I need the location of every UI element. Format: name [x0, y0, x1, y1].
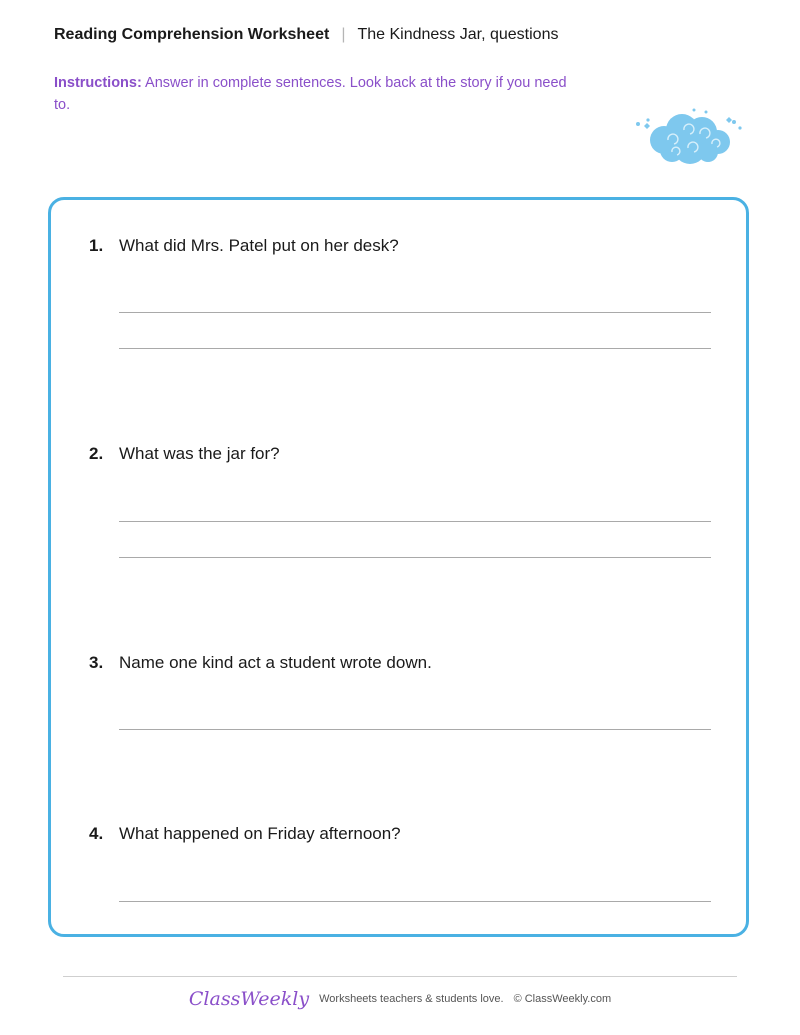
answer-line[interactable]: [119, 729, 711, 730]
question-number: 3.: [89, 653, 104, 672]
question-4: [89, 824, 401, 844]
cloud-icon: [634, 106, 744, 168]
instructions-label: Instructions:: [54, 75, 142, 91]
brand-logo: ClassWeekly: [188, 988, 310, 1010]
question-text: Name one kind act a student wrote down.: [119, 653, 432, 672]
question-number: 2.: [89, 444, 104, 463]
worksheet-title: Reading Comprehension Worksheet: [54, 26, 330, 43]
question-2: [89, 444, 280, 464]
footer-tagline: Worksheets teachers & students love.: [319, 993, 504, 1005]
answer-line[interactable]: [119, 312, 711, 313]
footer-copyright: © ClassWeekly.com: [513, 993, 612, 1005]
answer-line[interactable]: [119, 901, 711, 902]
instructions-text: Answer in complete sentences. Look back at the story if you need to.: [54, 75, 567, 113]
header-separator: |: [341, 26, 346, 43]
worksheet-header: [54, 26, 558, 44]
answer-line[interactable]: [119, 521, 711, 522]
worksheet-subtitle: The Kindness Jar, questions: [357, 26, 559, 43]
instructions: [54, 72, 574, 116]
question-number: 1.: [89, 236, 104, 255]
question-number: 4.: [89, 824, 104, 843]
question-1: [89, 236, 399, 256]
footer: [0, 988, 800, 1010]
question-text: What did Mrs. Patel put on her desk?: [119, 236, 399, 255]
question-text: What happened on Friday afternoon?: [119, 824, 401, 843]
footer-divider: [63, 976, 737, 977]
question-3: [89, 653, 432, 673]
answer-line[interactable]: [119, 348, 711, 349]
question-text: What was the jar for?: [119, 444, 280, 463]
answer-line[interactable]: [119, 557, 711, 558]
